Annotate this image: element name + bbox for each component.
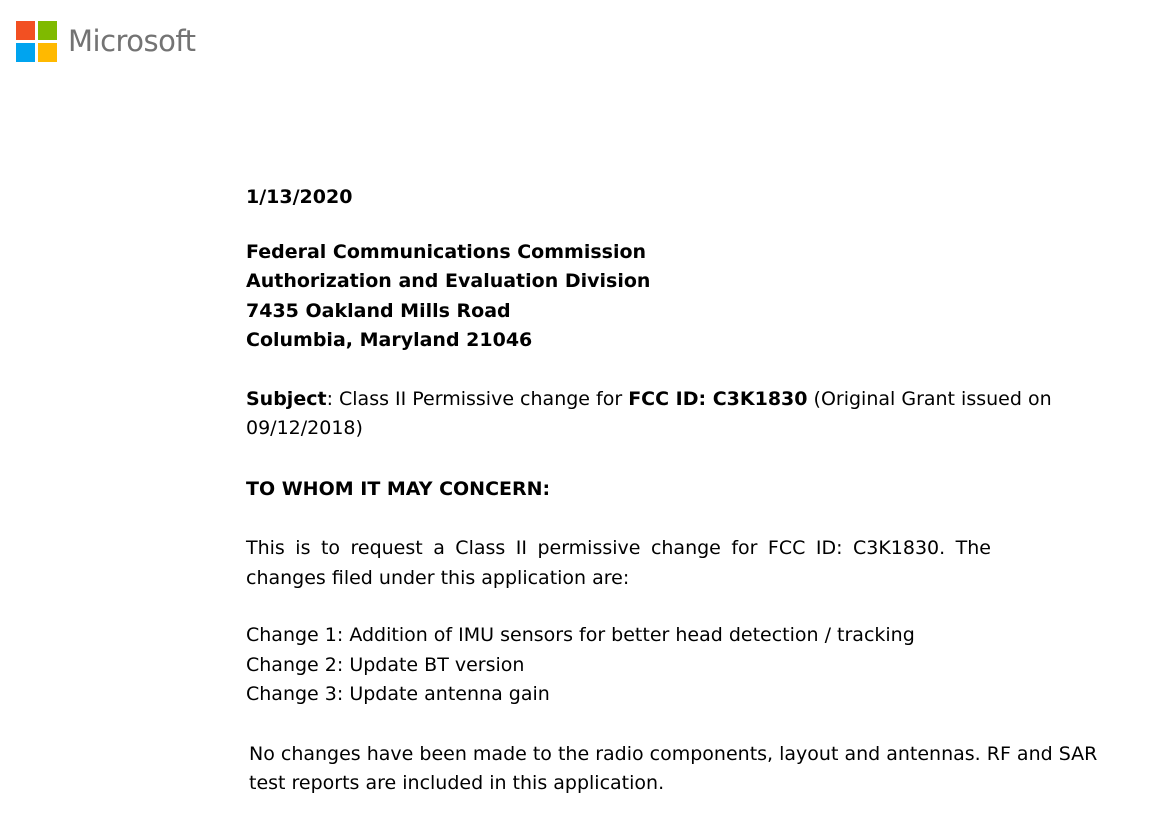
subject-line bbox=[246, 385, 1056, 444]
windows-logo-icon bbox=[16, 21, 57, 62]
logo-square-blue bbox=[16, 43, 35, 62]
recipient-address bbox=[246, 238, 1106, 356]
intro-paragraph: This is to request a Class II permissive change for FCC ID: C3K1830. The changes filed under this application are: bbox=[246, 537, 991, 589]
microsoft-logo bbox=[16, 20, 195, 62]
address-line: Authorization and Evaluation Division bbox=[246, 270, 651, 292]
subject-label: Subject bbox=[246, 387, 327, 410]
list-item: Change 3: Update antenna gain bbox=[246, 683, 550, 705]
letter-date: 1/13/2020 bbox=[246, 186, 353, 208]
address-line: Federal Communications Commission bbox=[246, 240, 647, 263]
logo-square-green bbox=[38, 21, 57, 40]
salutation: TO WHOM IT MAY CONCERN: bbox=[246, 477, 551, 500]
subject-text-grant: (Original Grant issued on 09/12/2018) bbox=[246, 387, 1052, 439]
changes-list bbox=[246, 621, 1106, 710]
subject-fcc-id: FCC ID: C3K1830 bbox=[628, 387, 808, 410]
address-line: 7435 Oakland Mills Road bbox=[246, 299, 511, 322]
logo-square-yellow bbox=[38, 43, 57, 62]
letter-body bbox=[246, 183, 1106, 799]
address-line: Columbia, Maryland 21046 bbox=[246, 329, 533, 351]
logo-square-red bbox=[16, 21, 35, 40]
list-item: Change 2: Update BT version bbox=[246, 653, 525, 676]
closing-paragraph: No changes have been made to the radio components, layout and antennas. RF and SAR test reports are included in this application. bbox=[249, 742, 1098, 794]
subject-text: : Class II Permissive change for bbox=[326, 387, 629, 410]
logo-wordmark: Microsoft bbox=[68, 23, 196, 58]
list-item: Change 1: Addition of IMU sensors for better head detection / tracking bbox=[246, 624, 915, 646]
